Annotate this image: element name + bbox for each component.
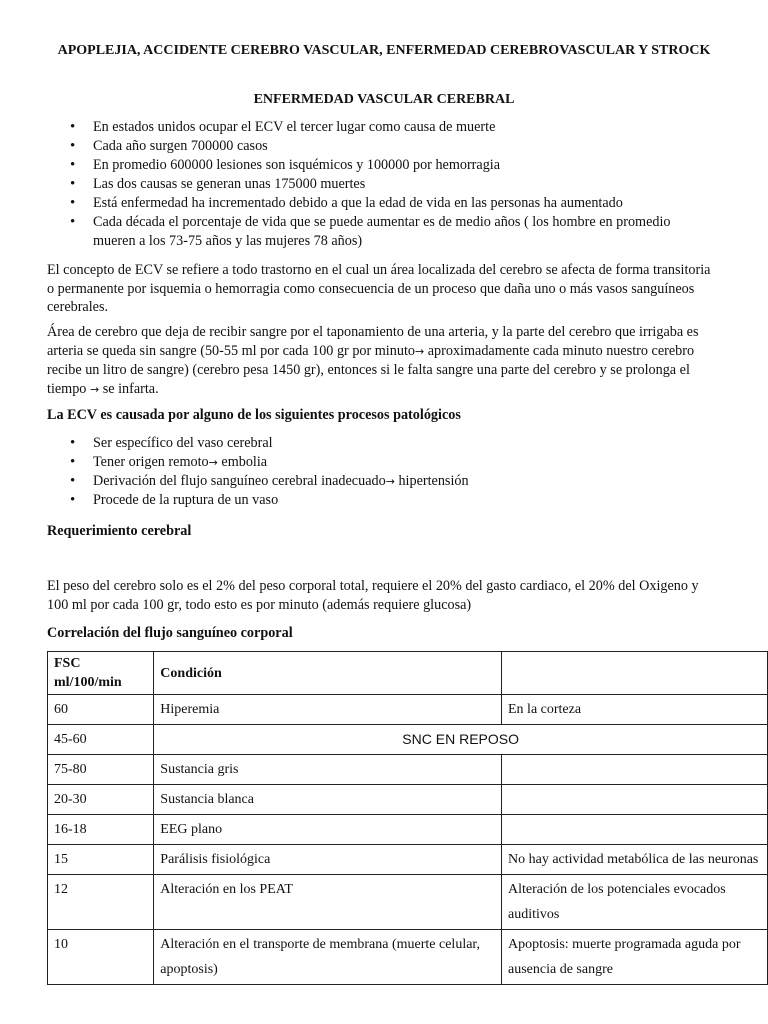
facts-list <box>70 118 710 251</box>
table-cell: Alteración en los PEAT <box>154 875 502 930</box>
list-item: • Las dos causas se generan unas 175000 muertes <box>70 175 710 194</box>
table-cell: EEG plano <box>154 815 502 845</box>
table-cell <box>502 755 768 785</box>
table-row <box>48 755 768 785</box>
table-cell: No hay actividad metabólica de las neuronas <box>502 845 768 875</box>
flow-table <box>47 651 768 985</box>
paragraph-part: aproximadamente cada minuto nuestro cerebro recibe un litro de sangre) (cerebro pesa 1450 gr), entonces si le falta sangre una parte del cerebro y se prolonga el tiempo <box>47 342 695 397</box>
cause-text: Procede de la ruptura de un vaso <box>93 492 279 508</box>
list-item <box>70 434 710 453</box>
table-row <box>48 725 768 755</box>
table-cell <box>502 815 768 845</box>
requirement-heading: Requerimiento cerebral <box>47 523 192 539</box>
table-row <box>48 695 768 725</box>
cause-text: Tener origen remoto <box>93 454 209 470</box>
table-cell: 75-80 <box>48 755 154 785</box>
table-cell: 45-60 <box>48 725 154 755</box>
arrow-icon: → <box>414 344 425 358</box>
arrow-icon: → <box>89 382 100 396</box>
table-cell: Sustancia gris <box>154 755 502 785</box>
list-item: • Está enfermedad ha incrementado debido a que la edad de vida en las personas ha aumentado <box>70 194 710 213</box>
list-item <box>70 472 710 491</box>
arrow-icon: → <box>385 475 395 488</box>
table-cell: 60 <box>48 695 154 725</box>
table-row <box>48 845 768 875</box>
list-item: • En promedio 600000 lesiones son isquémicos y 100000 por hemorragia <box>70 156 710 175</box>
correlation-heading: Correlación del flujo sanguíneo corporal <box>47 625 293 641</box>
table-row <box>48 875 768 930</box>
table-row <box>48 930 768 985</box>
ecv-concept-paragraph: El concepto de ECV se refiere a todo trastorno en el cual un área localizada del cerebro se afecta de forma transitoria o permanente por isquemia o hemorragia como consecuencia de un proceso que daña uno o más vasos sanguíneos cerebrales. <box>47 262 711 315</box>
table-cell: Hiperemia <box>154 695 502 725</box>
table-cell: Alteración de los potenciales evocados auditivos <box>502 875 768 930</box>
table-header-fsc: FSC ml/100/min <box>48 652 154 695</box>
table-cell: 20-30 <box>48 785 154 815</box>
list-item <box>70 491 710 510</box>
table-header-empty <box>502 652 768 695</box>
paragraph-part: Área de cerebro que deja de recibir sangre por el taponamiento de una arteria, y la parte del cerebro que irrigaba es arteria se queda sin sangre (50-55 ml por cada 100 gr por minuto <box>47 324 699 359</box>
table-cell: 12 <box>48 875 154 930</box>
cause-result: embolia <box>217 454 268 470</box>
causes-list <box>70 434 710 510</box>
table-cell: 15 <box>48 845 154 875</box>
cause-text: Ser específico del vaso cerebral <box>93 435 273 451</box>
document-title: APOPLEJIA, ACCIDENTE CEREBRO VASCULAR, ENFERMEDAD CEREBROVASCULAR Y STROCK <box>57 43 711 58</box>
brain-area-paragraph <box>47 323 719 399</box>
table-row <box>48 815 768 845</box>
list-item: • Cada década el porcentaje de vida que se puede aumentar es de medio años ( los hombre en promedio mueren a los 73-75 años y las mujeres 78 años) <box>70 213 710 251</box>
requirement-paragraph: El peso del cerebro solo es el 2% del peso corporal total, requiere el 20% del gasto cardiaco, el 20% del Oxigeno y 100 ml por cada 100 gr, todo esto es por minuto (además requiere glucosa) <box>47 578 699 613</box>
table-cell: Parálisis fisiológica <box>154 845 502 875</box>
table-cell: 10 <box>48 930 154 985</box>
table-cell: En la corteza <box>502 695 768 725</box>
table-row <box>48 785 768 815</box>
table-cell: Alteración en el transporte de membrana (muerte celular, apoptosis) <box>154 930 502 985</box>
table-header-condition: Condición <box>154 652 502 695</box>
table-cell-merged: SNC EN REPOSO <box>154 725 768 755</box>
table-header-row <box>48 652 768 695</box>
cause-text: Derivación del flujo sanguíneo cerebral inadecuado <box>93 473 386 489</box>
table-cell <box>502 785 768 815</box>
list-item <box>70 453 710 472</box>
document-subtitle: ENFERMEDAD VASCULAR CEREBRAL <box>253 92 515 107</box>
table-cell: Sustancia blanca <box>154 785 502 815</box>
list-item: • En estados unidos ocupar el ECV el tercer lugar como causa de muerte <box>70 118 710 137</box>
list-item: • Cada año surgen 700000 casos <box>70 137 710 156</box>
table-cell: 16-18 <box>48 815 154 845</box>
arrow-icon: → <box>208 456 218 469</box>
table-cell: Apoptosis: muerte programada aguda por ausencia de sangre <box>502 930 768 985</box>
cause-result: hipertensión <box>394 473 469 489</box>
paragraph-part: se infarta. <box>99 380 159 397</box>
causes-heading: La ECV es causada por alguno de los siguientes procesos patológicos <box>47 407 461 423</box>
